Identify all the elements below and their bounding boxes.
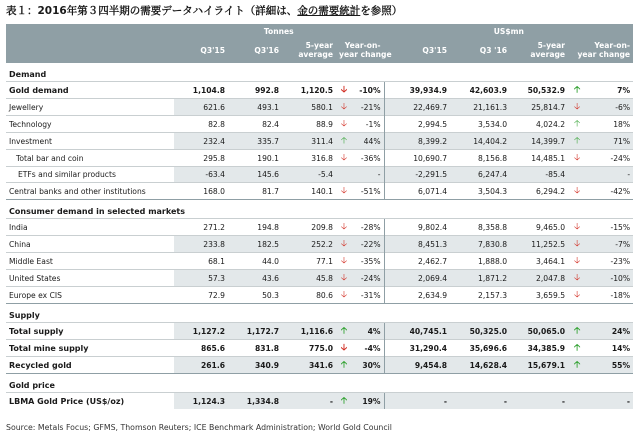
title-suffix: を参照） [360, 5, 403, 17]
tonnes-yoy-change: -21% [352, 99, 384, 116]
usd-yoy-change: 14% [586, 340, 633, 357]
tonnes-yoy-change: -1% [352, 116, 384, 133]
arrow-down-icon: 🡣 [336, 99, 352, 116]
usd-yoy-change: - [586, 393, 633, 410]
arrow-up-icon: 🡡 [568, 323, 586, 340]
usd-yoy-change: 55% [586, 357, 633, 374]
usd-value: 9,465.0 [510, 219, 568, 236]
table-row [6, 340, 633, 357]
col-usd-yoy: Year-on- year change [568, 38, 633, 63]
usd-value: 35,696.6 [450, 340, 510, 357]
gold-demand-stats-link[interactable]: 金の需要統計 [297, 5, 361, 17]
col-yoy: Year-on- year change [336, 38, 384, 63]
tonnes-yoy-change: -28% [352, 219, 384, 236]
col-usd-q3-15: Q3'15 [384, 38, 450, 63]
tonnes-value: 1,127.2 [174, 323, 228, 340]
usd-value: - [510, 393, 568, 410]
tonnes-value: 145.6 [228, 167, 282, 183]
arrow-up-icon: 🡡 [336, 393, 352, 410]
section-title: Gold price [6, 374, 633, 393]
usd-value: 14,404.2 [450, 133, 510, 150]
table-row [6, 357, 633, 374]
arrow-up-icon: 🡡 [568, 357, 586, 374]
row-label: Middle East [6, 253, 174, 270]
section-header [6, 304, 633, 323]
tonnes-value: 82.8 [174, 116, 228, 133]
arrow-down-icon: 🡣 [336, 287, 352, 304]
tonnes-value: 168.0 [174, 183, 228, 200]
tonnes-value: 340.9 [228, 357, 282, 374]
usd-value: 9,454.8 [384, 357, 450, 374]
no-arrow [568, 167, 586, 183]
usd-value: 10,690.7 [384, 150, 450, 167]
tonnes-value: 1,116.6 [282, 323, 336, 340]
table-row [6, 323, 633, 340]
tonnes-value: 261.6 [174, 357, 228, 374]
section-header [6, 374, 633, 393]
tonnes-value: 295.8 [174, 150, 228, 167]
usd-value: 6,071.4 [384, 183, 450, 200]
row-label: Central banks and other institutions [6, 183, 174, 200]
tonnes-value: -5.4 [282, 167, 336, 183]
usd-yoy-change: 18% [586, 116, 633, 133]
table-row [6, 287, 633, 304]
usd-yoy-change: -15% [586, 219, 633, 236]
usd-value: 1,871.2 [450, 270, 510, 287]
row-label: Europe ex CIS [6, 287, 174, 304]
table-row [6, 133, 633, 150]
arrow-up-icon: 🡡 [568, 340, 586, 357]
row-label: LBMA Gold Price (US$/oz) [6, 393, 174, 410]
usd-yoy-change: -24% [586, 150, 633, 167]
arrow-up-icon: 🡡 [568, 133, 586, 150]
tonnes-value: 72.9 [174, 287, 228, 304]
arrow-down-icon: 🡣 [568, 150, 586, 167]
tonnes-value: 44.0 [228, 253, 282, 270]
usd-value: 50,065.0 [510, 323, 568, 340]
arrow-up-icon: 🡡 [336, 357, 352, 374]
tonnes-value: 252.2 [282, 236, 336, 253]
usd-value: 42,603.9 [450, 82, 510, 99]
usd-value: 31,290.4 [384, 340, 450, 357]
row-label: Total mine supply [6, 340, 174, 357]
tonnes-value: - [282, 393, 336, 410]
table-row [6, 183, 633, 200]
tonnes-yoy-change: - [352, 167, 384, 183]
tonnes-yoy-change: -24% [352, 270, 384, 287]
usd-value: 3,464.1 [510, 253, 568, 270]
usd-value: 9,802.4 [384, 219, 450, 236]
usd-value: - [384, 393, 450, 410]
tonnes-value: 831.8 [228, 340, 282, 357]
usd-value: 2,047.8 [510, 270, 568, 287]
tonnes-value: 209.8 [282, 219, 336, 236]
row-label: Total bar and coin [6, 150, 174, 167]
tonnes-yoy-change: -10% [352, 82, 384, 99]
arrow-down-icon: 🡣 [568, 287, 586, 304]
table-title [6, 3, 402, 18]
table-row [6, 236, 633, 253]
tonnes-yoy-change: -4% [352, 340, 384, 357]
tonnes-value: 77.1 [282, 253, 336, 270]
usd-value: 14,628.4 [450, 357, 510, 374]
usd-value: 2,462.7 [384, 253, 450, 270]
usd-value: 25,814.7 [510, 99, 568, 116]
table-row [6, 270, 633, 287]
tonnes-yoy-change: -22% [352, 236, 384, 253]
arrow-down-icon: 🡣 [568, 236, 586, 253]
arrow-down-icon: 🡣 [568, 99, 586, 116]
usd-value: 2,157.3 [450, 287, 510, 304]
arrow-down-icon: 🡣 [336, 270, 352, 287]
tonnes-value: 775.0 [282, 340, 336, 357]
tonnes-value: 493.1 [228, 99, 282, 116]
col-q3-16: Q3'16 [228, 38, 282, 63]
tonnes-value: 194.8 [228, 219, 282, 236]
tonnes-yoy-change: 4% [352, 323, 384, 340]
usd-value: 4,024.2 [510, 116, 568, 133]
tonnes-value: -63.4 [174, 167, 228, 183]
usd-value: 8,451.3 [384, 236, 450, 253]
tonnes-value: 992.8 [228, 82, 282, 99]
header-row-columns [6, 38, 633, 63]
row-label: India [6, 219, 174, 236]
arrow-down-icon: 🡣 [336, 82, 352, 99]
usd-value: 6,294.2 [510, 183, 568, 200]
arrow-down-icon: 🡣 [336, 183, 352, 200]
col-q3-15: Q3'15 [174, 38, 228, 63]
usd-value: 8,156.8 [450, 150, 510, 167]
usd-value: 3,659.5 [510, 287, 568, 304]
arrow-down-icon: 🡣 [336, 116, 352, 133]
usd-value: 50,325.0 [450, 323, 510, 340]
usd-yoy-change: -7% [586, 236, 633, 253]
title-prefix: 表１：2016年第３四半期の需要データハイライト（詳細は、 [6, 5, 298, 17]
arrow-down-icon: 🡣 [336, 219, 352, 236]
table-row [6, 99, 633, 116]
usd-value: 3,534.0 [450, 116, 510, 133]
arrow-down-icon: 🡣 [336, 253, 352, 270]
tonnes-value: 182.5 [228, 236, 282, 253]
tonnes-value: 341.6 [282, 357, 336, 374]
usd-yoy-change: 24% [586, 323, 633, 340]
tonnes-header: Tonnes [174, 24, 384, 38]
table-row [6, 393, 633, 410]
arrow-down-icon: 🡣 [568, 270, 586, 287]
tonnes-yoy-change: -31% [352, 287, 384, 304]
tonnes-value: 82.4 [228, 116, 282, 133]
tonnes-yoy-change: 44% [352, 133, 384, 150]
col-usd-q3-16: Q3 '16 [450, 38, 510, 63]
arrow-down-icon: 🡣 [568, 219, 586, 236]
usd-value: 22,469.7 [384, 99, 450, 116]
tonnes-value: 190.1 [228, 150, 282, 167]
usd-yoy-change: -23% [586, 253, 633, 270]
usd-yoy-change: -42% [586, 183, 633, 200]
col-5yr-avg: 5-year average [282, 38, 336, 63]
tonnes-yoy-change: -35% [352, 253, 384, 270]
row-label: Total supply [6, 323, 174, 340]
usd-yoy-change: -10% [586, 270, 633, 287]
usd-value: 14,399.7 [510, 133, 568, 150]
table-row [6, 116, 633, 133]
usd-value: 15,679.1 [510, 357, 568, 374]
arrow-down-icon: 🡣 [336, 150, 352, 167]
tonnes-value: 43.6 [228, 270, 282, 287]
tonnes-yoy-change: 19% [352, 393, 384, 410]
usdmn-header: US$mn [384, 24, 633, 38]
section-header [6, 200, 633, 219]
source-note: Source: Metals Focus; GFMS, Thomson Reuters; ICE Benchmark Administration; World Gold Council [6, 423, 392, 432]
tonnes-yoy-change: -51% [352, 183, 384, 200]
section-header [6, 63, 633, 82]
tonnes-yoy-change: 30% [352, 357, 384, 374]
section-title: Demand [6, 63, 633, 82]
usd-value: 2,994.5 [384, 116, 450, 133]
usd-yoy-change: -6% [586, 99, 633, 116]
usd-value: 7,830.8 [450, 236, 510, 253]
usd-yoy-change: 71% [586, 133, 633, 150]
row-label: Investment [6, 133, 174, 150]
usd-value: -2,291.5 [384, 167, 450, 183]
arrow-up-icon: 🡡 [336, 323, 352, 340]
row-label: Gold demand [6, 82, 174, 99]
no-arrow [568, 393, 586, 410]
row-label: China [6, 236, 174, 253]
usd-yoy-change: -18% [586, 287, 633, 304]
tonnes-value: 1,120.5 [282, 82, 336, 99]
tonnes-value: 580.1 [282, 99, 336, 116]
usd-value: 39,934.9 [384, 82, 450, 99]
row-label: Recycled gold [6, 357, 174, 374]
no-arrow [336, 167, 352, 183]
table-row [6, 253, 633, 270]
arrow-down-icon: 🡣 [568, 183, 586, 200]
usd-yoy-change: 7% [586, 82, 633, 99]
table-row [6, 219, 633, 236]
tonnes-value: 335.7 [228, 133, 282, 150]
tonnes-value: 88.9 [282, 116, 336, 133]
row-label: United States [6, 270, 174, 287]
row-label: ETFs and similar products [6, 167, 174, 183]
row-label: Technology [6, 116, 174, 133]
usd-value: 8,399.2 [384, 133, 450, 150]
tonnes-value: 1,334.8 [228, 393, 282, 410]
tonnes-value: 57.3 [174, 270, 228, 287]
usd-value: 11,252.5 [510, 236, 568, 253]
row-label: Jewellery [6, 99, 174, 116]
header-row-units [6, 24, 633, 38]
usd-value: 50,532.9 [510, 82, 568, 99]
tonnes-value: 140.1 [282, 183, 336, 200]
table-row [6, 167, 633, 183]
table-row [6, 150, 633, 167]
arrow-up-icon: 🡡 [336, 133, 352, 150]
usd-value: 34,385.9 [510, 340, 568, 357]
arrow-up-icon: 🡡 [568, 82, 586, 99]
tonnes-value: 45.8 [282, 270, 336, 287]
usd-value: 3,504.3 [450, 183, 510, 200]
tonnes-value: 80.6 [282, 287, 336, 304]
section-title: Consumer demand in selected markets [6, 200, 633, 219]
tonnes-value: 271.2 [174, 219, 228, 236]
arrow-up-icon: 🡡 [568, 116, 586, 133]
col-usd-5yr-avg: 5-year average [510, 38, 568, 63]
tonnes-value: 68.1 [174, 253, 228, 270]
arrow-down-icon: 🡣 [336, 236, 352, 253]
usd-value: - [450, 393, 510, 410]
tonnes-value: 1,124.3 [174, 393, 228, 410]
usd-value: 2,634.9 [384, 287, 450, 304]
tonnes-value: 621.6 [174, 99, 228, 116]
usd-value: 2,069.4 [384, 270, 450, 287]
tonnes-value: 50.3 [228, 287, 282, 304]
usd-value: 6,247.4 [450, 167, 510, 183]
tonnes-yoy-change: -36% [352, 150, 384, 167]
usd-value: 14,485.1 [510, 150, 568, 167]
usd-value: 1,888.0 [450, 253, 510, 270]
usd-value: 21,161.3 [450, 99, 510, 116]
tonnes-value: 233.8 [174, 236, 228, 253]
tonnes-value: 1,104.8 [174, 82, 228, 99]
arrow-down-icon: 🡣 [336, 340, 352, 357]
tonnes-value: 1,172.7 [228, 323, 282, 340]
usd-value: 40,745.1 [384, 323, 450, 340]
gold-demand-table [6, 24, 633, 409]
usd-yoy-change: - [586, 167, 633, 183]
tonnes-value: 232.4 [174, 133, 228, 150]
usd-value: 8,358.8 [450, 219, 510, 236]
tonnes-value: 865.6 [174, 340, 228, 357]
usd-value: -85.4 [510, 167, 568, 183]
section-title: Supply [6, 304, 633, 323]
table-row [6, 82, 633, 99]
tonnes-value: 311.4 [282, 133, 336, 150]
tonnes-value: 316.8 [282, 150, 336, 167]
arrow-down-icon: 🡣 [568, 253, 586, 270]
tonnes-value: 81.7 [228, 183, 282, 200]
